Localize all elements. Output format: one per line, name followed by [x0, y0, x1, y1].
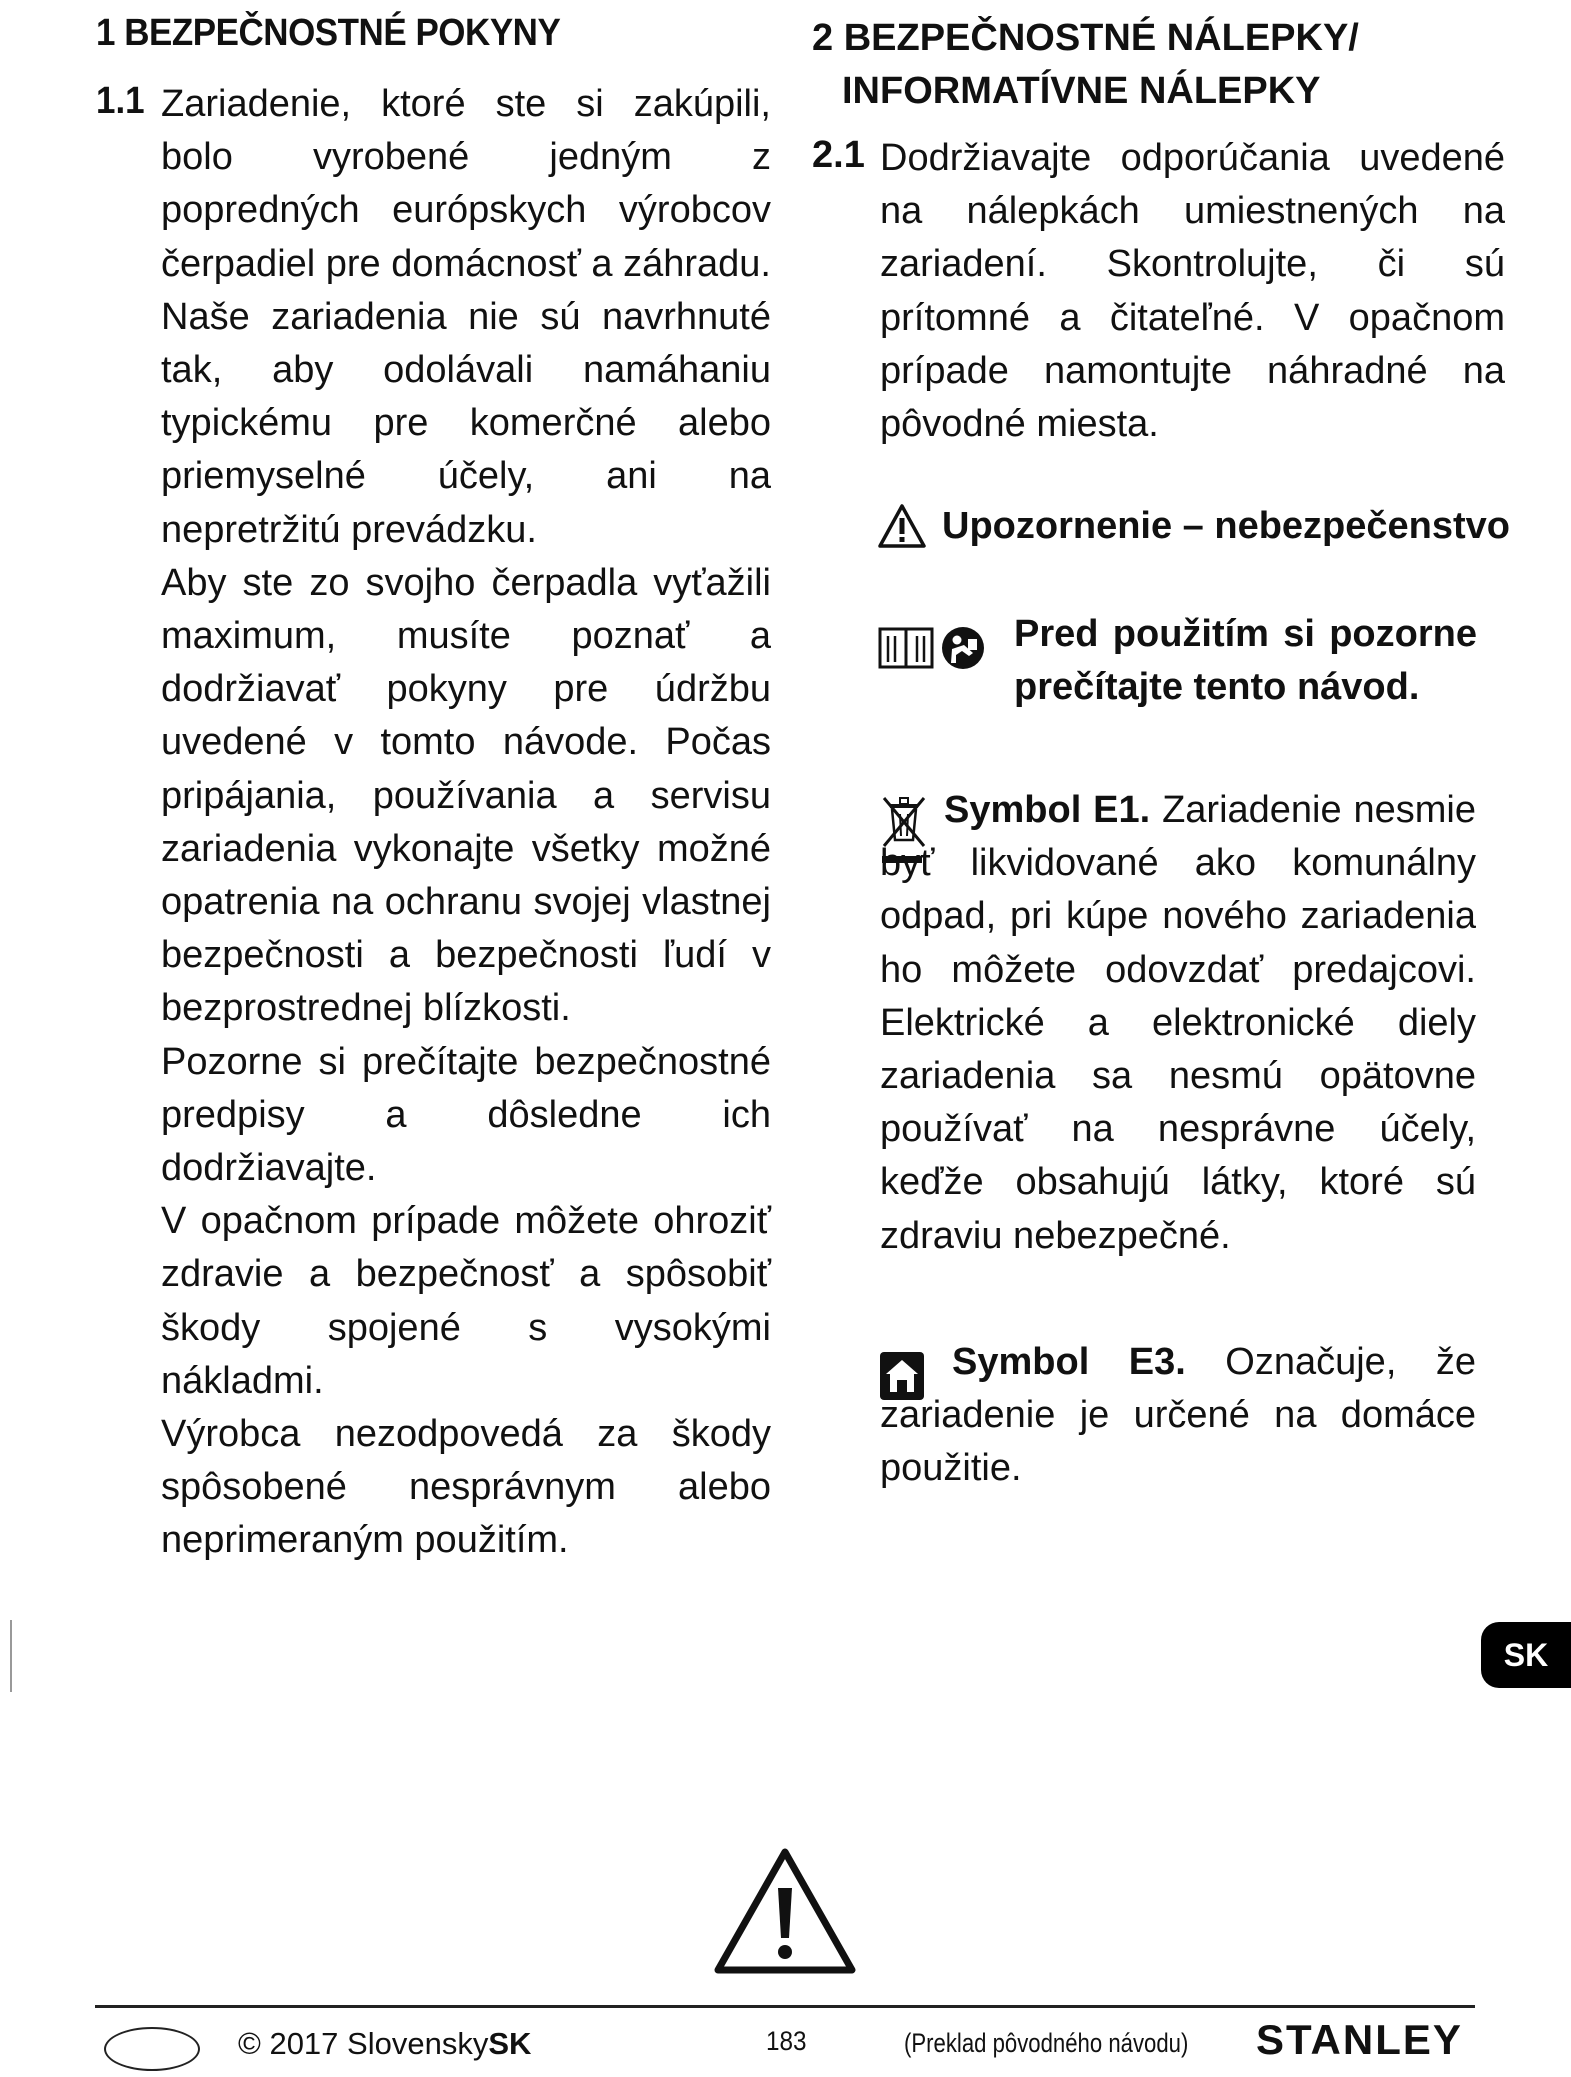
read-instructions-icon	[940, 625, 986, 671]
section1-title: 1 BEZPEČNOSTNÉ POKYNY	[96, 12, 561, 54]
footer-divider	[95, 2005, 1475, 2008]
language-badge: SK	[1481, 1622, 1571, 1688]
footer-note: (Preklad pôvodného návodu)	[904, 2028, 1189, 2058]
section1-paragraph: V opačnom prípade môžete ohroziť zdravie a bezpečnosť a spôsobiť škody spojené s vysokými nákladmi.	[161, 1200, 771, 1402]
warning-triangle-icon	[878, 503, 926, 549]
section2-item-number: 2.1	[812, 134, 865, 176]
read-manual-icons	[878, 625, 986, 671]
footer-copyright	[238, 2026, 531, 2062]
section1-item-number: 1.1	[96, 80, 145, 122]
warning-heading	[878, 503, 1510, 549]
page-number: 183	[766, 2026, 807, 2056]
section1-paragraph: Naše zariadenia nie sú navrhnuté tak, aby odolávali namáhaniu typickému pre komerčné alebo priemyselné účely, ani na nepretržitú prevádzku.	[161, 295, 771, 551]
section2-title-line1: 2 BEZPEČNOSTNÉ NÁLEPKY/	[812, 17, 1359, 59]
footer-copyright-text: © 2017 Slovensky	[238, 2026, 489, 2061]
section2-title	[812, 12, 1359, 118]
footer-language: SK	[488, 2026, 532, 2061]
margin-mark	[10, 1620, 12, 1692]
section1-paragraph: Zariadenie, ktoré ste si zakúpili, bolo vyrobené jedným z popredných európskych výrobcov čerpadiel pre domácnosť a záhradu.	[161, 83, 771, 285]
section2-text: Dodržiavajte odporúčania uvedené na nálepkách umiestnených na zariadení. Skontrolujte, či sú prítomné a čitateľné. V opačnom prípade namontujte náhradné na pôvodné miesta.	[880, 137, 1505, 446]
section1-paragraph: Výrobca nezodpovedá za škody spôsobené nesprávnym alebo neprimeraným použitím.	[161, 1413, 771, 1562]
section1-body	[161, 78, 771, 1568]
section1-paragraph: Aby ste zo svojho čerpadla vyťažili maximum, musíte poznať a dodržiavať pokyny pre údržbu uvedené v tomto návode. Počas pripájania, používania a servisu zariadenia vykonajte všetky možné opatrenia na ochranu svojej vlastnej bezpečnosti a bezpečnosti ľudí v bezprostrednej blízkosti.	[161, 561, 771, 1030]
symbol-e1-text	[880, 784, 1476, 1263]
footer-oval-logo	[104, 2027, 200, 2071]
read-manual-text: Pred použitím si pozorne prečítajte tento návod.	[1014, 613, 1477, 708]
manual-book-icon	[878, 626, 934, 670]
warning-heading-text: Upozornenie – nebezpečenstvo	[942, 504, 1511, 547]
brand-logo: STANLEY	[1256, 2016, 1463, 2063]
symbol-e3-description: Označuje, že zariadenie je určené na domáce použitie.	[880, 1341, 1476, 1490]
symbol-e1-description: Zariadenie nesmie byť likvidované ako komunálny odpad, pri kúpe nového zariadenia ho môžete odovzdať predajcovi. Elektrické a elektronické diely zariadenia sa nesmú opätovne používať na nesprávne účely, keďže obsahujú látky, ktoré sú zdraviu nebezpečné.	[880, 789, 1476, 1257]
symbol-e1-label: Symbol E1.	[944, 789, 1151, 831]
section1-paragraph: Pozorne si prečítajte bezpečnostné predpisy a dôsledne ich dodržiavajte.	[161, 1040, 771, 1190]
large-warning-icon	[712, 1846, 858, 1976]
symbol-e3-label: Symbol E3.	[952, 1341, 1186, 1383]
section2-title-line2: INFORMATÍVNE NÁLEPKY	[842, 70, 1321, 112]
symbol-e3-text	[880, 1336, 1476, 1496]
